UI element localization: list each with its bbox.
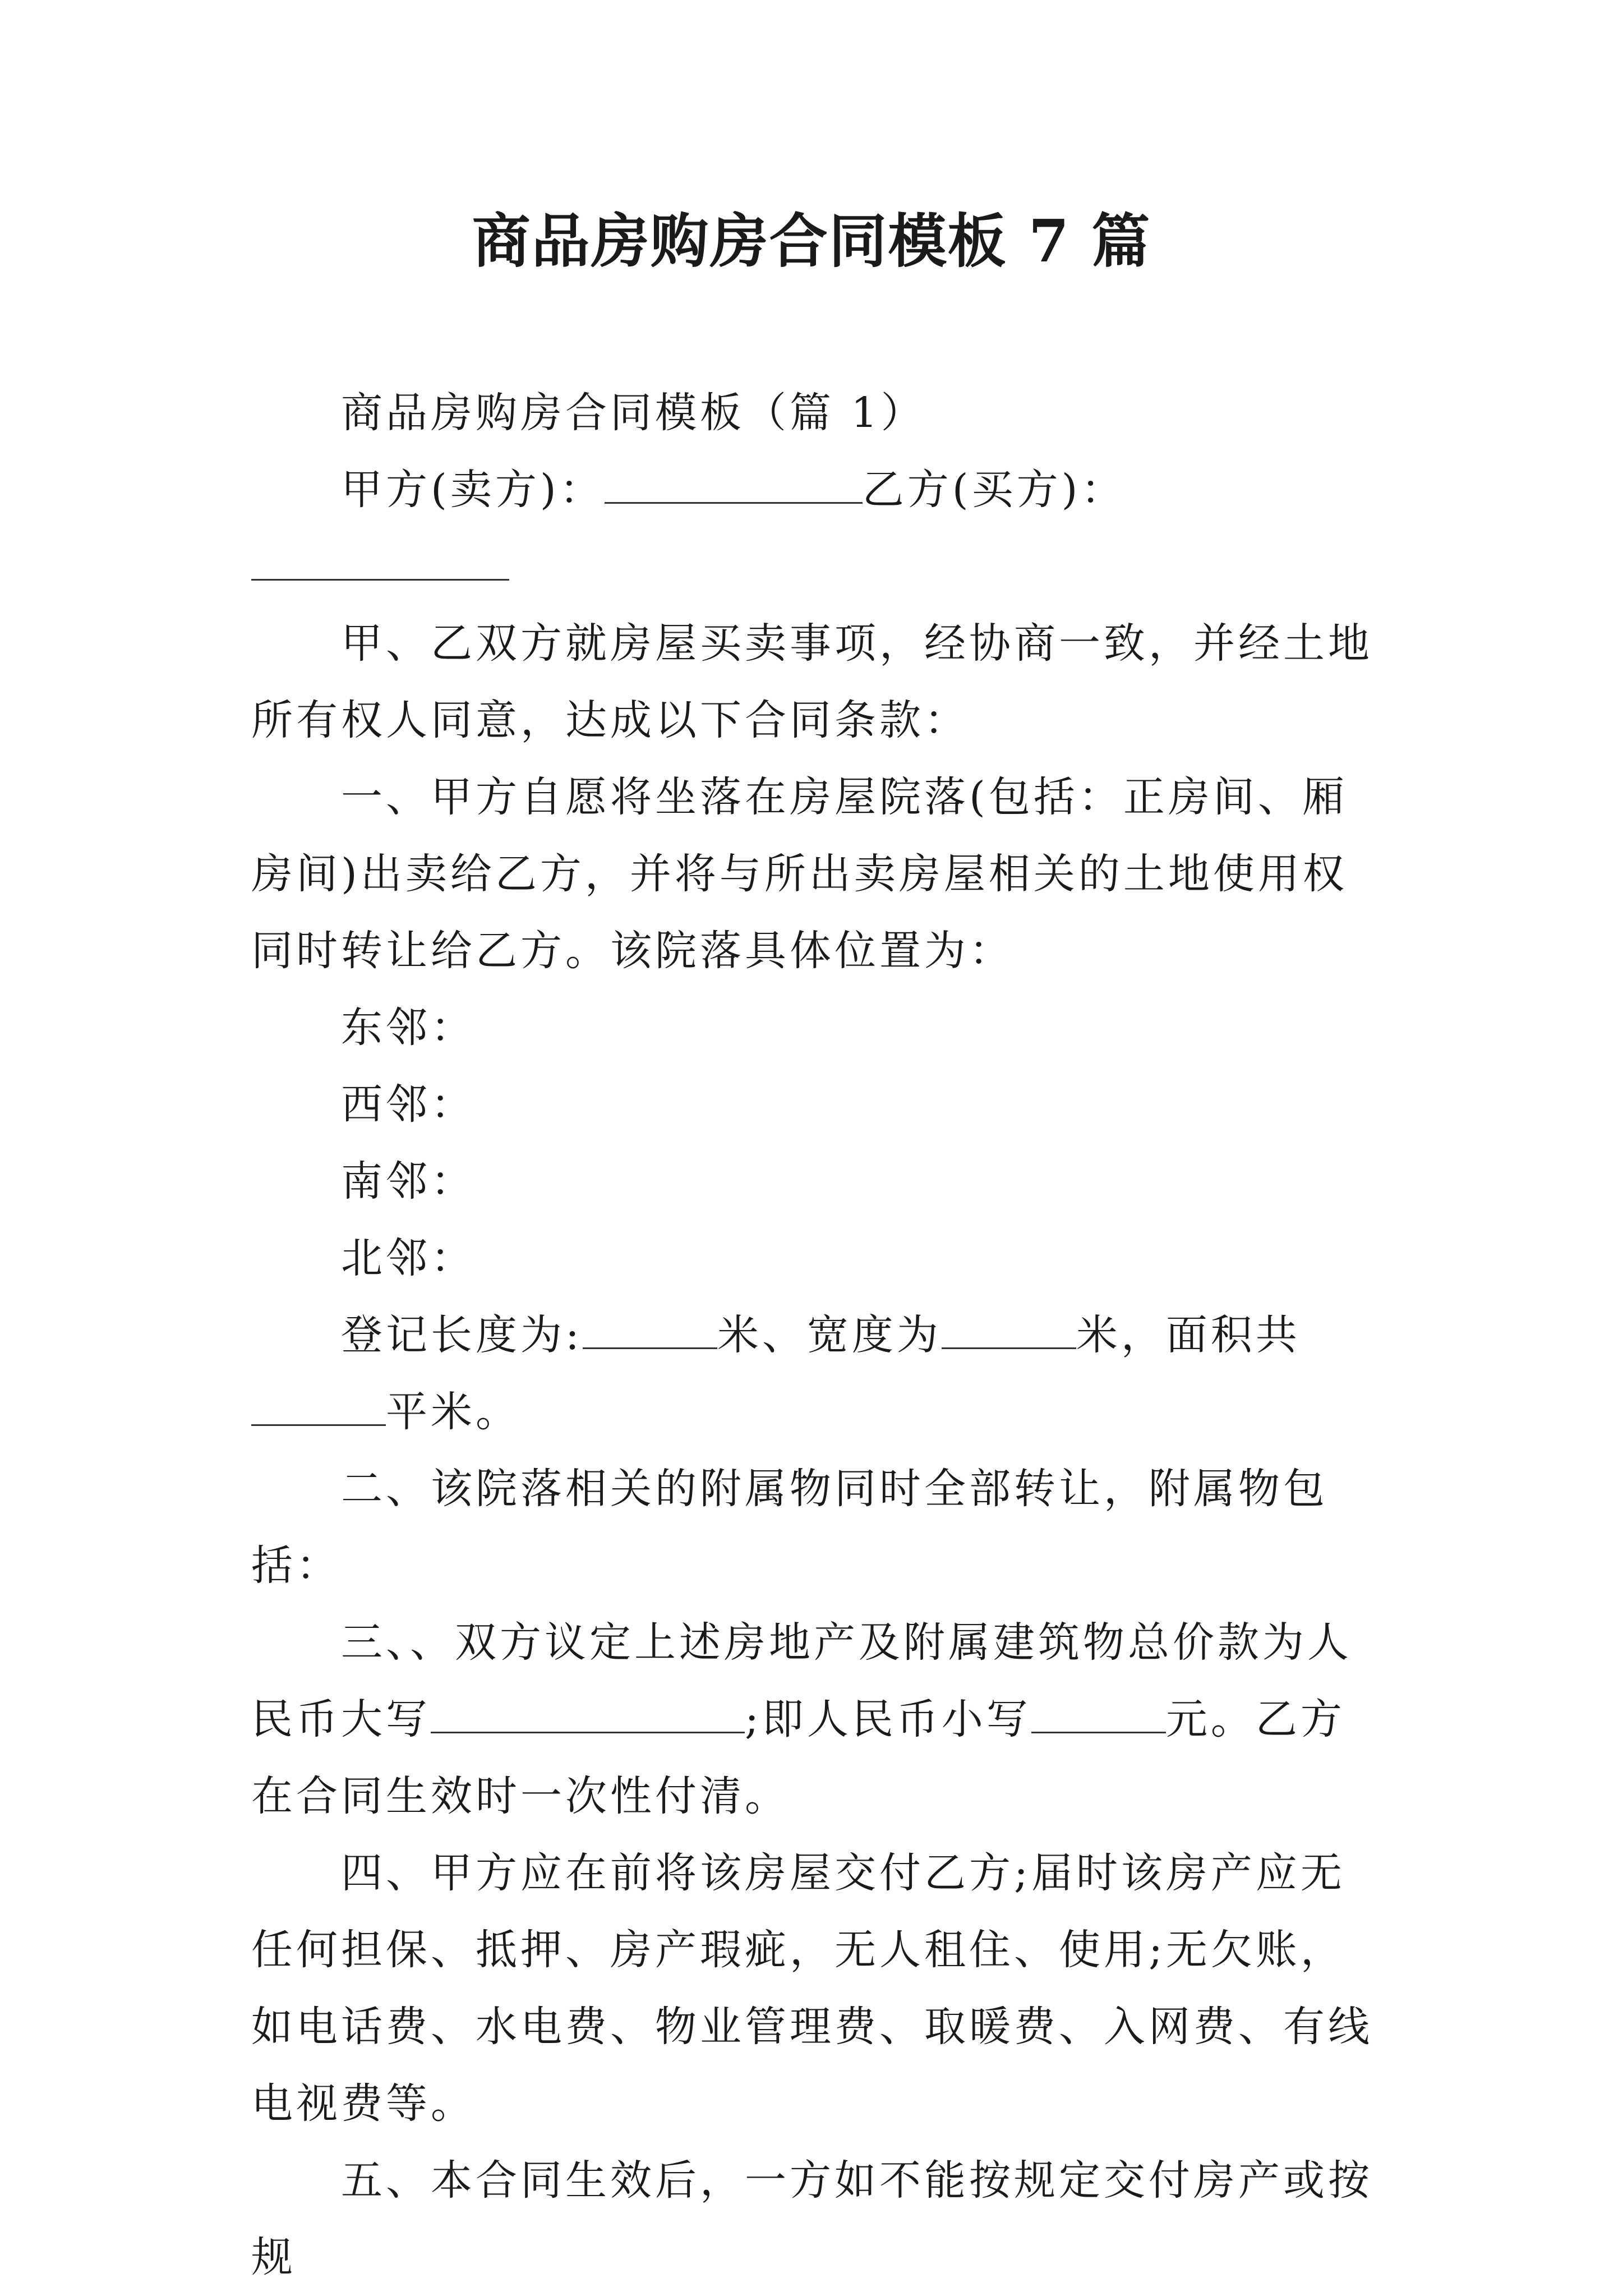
buyer-label: 乙方(买方)：: [862, 466, 1126, 514]
area-line: [251, 1297, 1378, 1451]
payment-terms: 元。乙方在合同生效时一次性付清。: [251, 1695, 1345, 1820]
document-body: [251, 375, 1378, 2296]
party-line: [251, 452, 1378, 605]
width-blank[interactable]: [942, 1309, 1076, 1349]
seller-blank[interactable]: [605, 464, 863, 504]
intro-paragraph: 甲、乙双方就房屋买卖事项，经协商一致，并经土地所有权人同意，达成以下合同条款：: [251, 619, 1373, 744]
width-label: 米、宽度为: [717, 1311, 942, 1359]
price-lowercase-label: ;即人民币小写: [745, 1695, 1031, 1743]
clause-3-paragraph: [251, 1604, 1378, 1835]
clause-1-paragraph: 一、甲方自愿将坐落在房屋院落(包括：正房间、厢房间)出卖给乙方，并将与所出卖房屋相关的土地使用权同时转让给乙方。该院落具体位置为：: [251, 773, 1348, 975]
price-lowercase-blank[interactable]: [1031, 1694, 1166, 1733]
buyer-blank[interactable]: [251, 541, 509, 581]
section-heading: 商品房购房合同模板（篇 1）: [341, 389, 926, 437]
price-label: 三、、双方议定上述房地产及附属建筑物总价款为人民币大写: [251, 1618, 1352, 1743]
north-neighbor-line: 北邻：: [341, 1234, 476, 1282]
clause-4-paragraph: 四、甲方应在前将该房屋交付乙方;届时该房产应无任何担保、抵押、房产瑕疵，无人租住、使用;无欠账，如电话费、水电费、物业管理费、取暖费、入网费、有线电视费等。: [251, 1849, 1373, 2128]
area-blank[interactable]: [251, 1386, 386, 1426]
clause-2-paragraph: 二、该院落相关的附属物同时全部转让，附属物包括：: [251, 1465, 1328, 1590]
east-neighbor-line: 东邻：: [341, 1004, 476, 1052]
length-blank[interactable]: [583, 1309, 717, 1349]
clause-5-paragraph: 五、本合同生效后，一方如不能按规定交付房产或按规: [251, 2156, 1373, 2281]
area-label: 米，面积共: [1076, 1311, 1301, 1359]
area-unit: 平米。: [386, 1388, 520, 1436]
length-label: 登记长度为:: [341, 1311, 583, 1359]
south-neighbor-line: 南邻：: [341, 1157, 476, 1205]
document-title: 商品房购房合同模板 7 篇: [472, 206, 1151, 275]
west-neighbor-line: 西邻：: [341, 1080, 476, 1129]
price-uppercase-blank[interactable]: [431, 1694, 745, 1733]
seller-label: 甲方(卖方)：: [341, 466, 605, 514]
